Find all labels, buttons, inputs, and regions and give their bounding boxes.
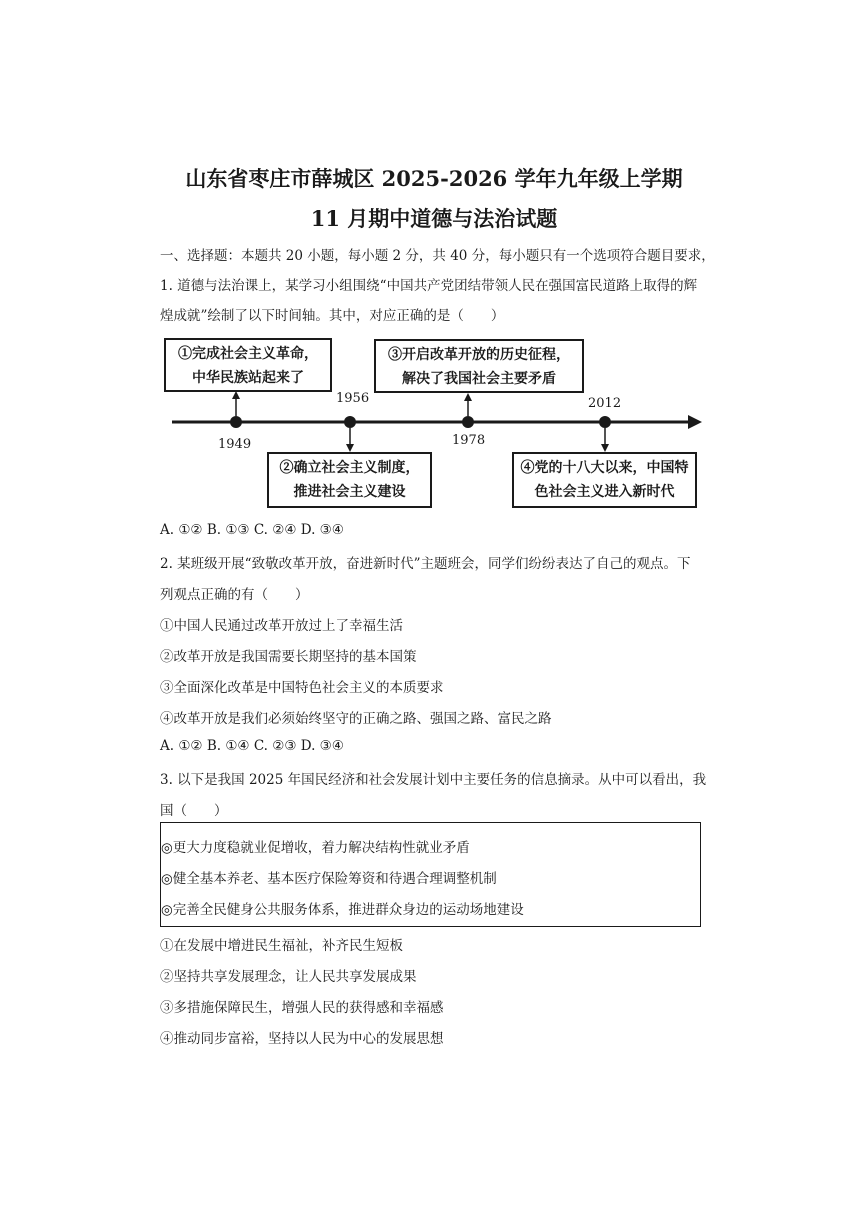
q2-stem-line1: 2. 某班级开展“致敬改革开放，奋进新时代”主题班会，同学们纷纷表达了自己的观点。下 [160, 556, 691, 572]
timeline-box-2 [267, 452, 432, 508]
year-1978: 1978 [452, 433, 486, 448]
timeline-box-3-line1: ③开启改革开放的历史征程， [388, 347, 570, 363]
q3-stem-line1: 3. 以下是我国 2025 年国民经济和社会发展计划中主要任务的信息摘录。从中可以看出，我 [160, 772, 707, 788]
timeline-box-4-line1: ④党的十八大以来，中国特 [520, 460, 689, 476]
q3-item-1: ①在发展中增进民生福祉，补齐民生短板 [160, 938, 403, 954]
timeline-arrowhead [688, 415, 702, 429]
q2-item-3: ③全面深化改革是中国特色社会主义的本质要求 [160, 680, 444, 696]
section-instructions: 一、选择题：本题共 20 小题，每小题 2 分，共 40 分，每小题只有一个选项符合题目要求， [160, 248, 715, 264]
timeline-box-4-line2: 色社会主义进入新时代 [534, 484, 675, 500]
q3-box-item-2: ◎健全基本养老、基本医疗保险筹资和待遇合理调整机制 [161, 871, 497, 887]
timeline-box-1 [164, 338, 332, 392]
q3-info-box [160, 822, 701, 927]
q2-item-1: ①中国人民通过改革开放过上了幸福生活 [160, 618, 403, 634]
timeline-point-1978 [462, 416, 474, 428]
timeline-box-3 [374, 339, 584, 393]
exam-title-line2: 11 月期中道德与法治试题 [310, 206, 558, 231]
q3-box-item-3: ◎完善全民健身公共服务体系，推进群众身边的运动场地建设 [161, 902, 524, 918]
q2-item-2: ②改革开放是我国需要长期坚持的基本国策 [160, 649, 417, 665]
q3-item-2: ②坚持共享发展理念，让人民共享发展成果 [160, 969, 417, 985]
year-2012: 2012 [588, 396, 622, 411]
q2-stem-line2: 列观点正确的有（ ） [160, 587, 309, 603]
timeline-box-2-line2: 推进社会主义建设 [293, 484, 406, 500]
q1-stem-line1: 1. 道德与法治课上，某学习小组围绕“中国共产党团结带领人民在强国富民道路上取得的辉 [160, 278, 698, 294]
timeline-box-3-line2: 解决了我国社会主要矛盾 [402, 371, 556, 387]
q2-options: A. ①② B. ①④ C. ②③ D. ③④ [160, 738, 344, 754]
timeline-point-1956 [344, 416, 356, 428]
timeline-box-1-line2: 中华民族站起来了 [192, 370, 304, 386]
q3-item-3: ③多措施保障民生，增强人民的获得感和幸福感 [160, 1000, 444, 1016]
q3-box-item-1: ◎更大力度稳就业促增收，着力解决结构性就业矛盾 [161, 840, 470, 856]
timeline-box-2-line1: ②确立社会主义制度， [279, 460, 420, 476]
year-1949: 1949 [218, 437, 252, 452]
timeline-graphic [0, 0, 868, 520]
q2-item-4: ④改革开放是我们必须始终坚守的正确之路、强国之路、富民之路 [160, 711, 552, 727]
timeline-point-1949 [230, 416, 242, 428]
q3-item-4: ④推动同步富裕，坚持以人民为中心的发展思想 [160, 1031, 444, 1047]
q1-stem-line2: 煌成就”绘制了以下时间轴。其中，对应正确的是（ ） [160, 308, 505, 324]
timeline-box-1-line1: ①完成社会主义革命， [178, 346, 318, 362]
timeline-point-2012 [599, 416, 611, 428]
exam-title-line1: 山东省枣庄市薛城区 2025-2026 学年九年级上学期 [185, 166, 683, 191]
q3-stem-line2: 国（ ） [160, 803, 228, 819]
timeline-box-4 [512, 452, 697, 508]
q1-options: A. ①② B. ①③ C. ②④ D. ③④ [160, 522, 344, 538]
year-1956: 1956 [336, 391, 370, 406]
